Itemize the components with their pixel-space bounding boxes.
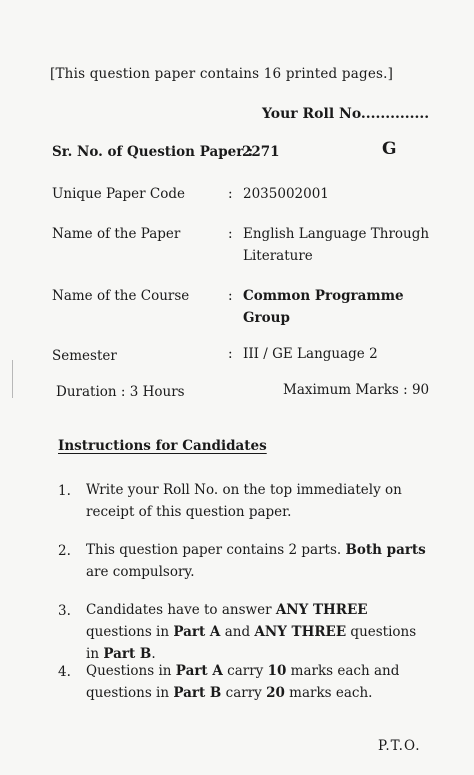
paper-name-label: Name of the Paper <box>52 226 181 242</box>
paper-code-colon: : <box>228 186 233 202</box>
instruction-2-text <box>86 539 426 583</box>
course-name-label: Name of the Course <box>52 288 190 304</box>
instruction-1-number: 1. <box>58 483 71 499</box>
maximum-marks: Maximum Marks : 90 <box>283 382 430 398</box>
semester-value: III / GE Language 2 <box>243 346 378 362</box>
paper-name-value: English Language Through Literature <box>243 226 430 264</box>
semester-colon: : <box>228 346 233 362</box>
instruction-4-text <box>86 660 426 704</box>
instruction-4-part: carry <box>221 685 267 701</box>
paper-code-label: Unique Paper Code <box>52 186 185 202</box>
instruction-3-part: and <box>220 624 255 640</box>
instruction-3-bold: Part A <box>173 624 221 640</box>
instruction-1-part: Write your Roll No. on the top immediately on receipt of this question paper. <box>86 482 402 520</box>
course-name-colon: : <box>228 288 233 304</box>
instruction-3-text <box>86 599 426 665</box>
roll-number-field: Your Roll No.............. <box>262 106 430 122</box>
instruction-4-part: Questions in <box>86 663 176 679</box>
course-name-value: Common Programme Group <box>243 288 404 326</box>
instruction-2-bold: Both parts <box>345 542 426 558</box>
instruction-2-part: are compulsory. <box>86 564 195 580</box>
paper-name-colon: : <box>228 226 233 242</box>
page-count-note: [This question paper contains 16 printed pages.] <box>50 66 394 82</box>
instruction-3-part: . <box>151 646 156 662</box>
instruction-3-part: questions in <box>86 624 174 640</box>
instruction-4-bold: Part B <box>173 685 222 701</box>
instruction-2-part: This question paper contains 2 parts. <box>86 542 346 558</box>
sr-no-label: Sr. No. of Question Paper : <box>52 144 254 160</box>
paper-code-value: 2035002001 <box>243 186 329 202</box>
margin-mark <box>12 360 13 398</box>
instruction-4-part: marks each and questions in <box>86 663 400 701</box>
instruction-4-bold: 10 <box>267 663 287 679</box>
sr-no-value: 2271 <box>242 144 280 160</box>
instruction-4-number: 4. <box>58 664 71 680</box>
semester-label: Semester <box>52 348 117 364</box>
instruction-4-bold: Part A <box>175 663 223 679</box>
instruction-3-part: questions in <box>86 624 417 662</box>
instruction-3-bold: ANY THREE <box>275 602 368 618</box>
set-letter: G <box>382 139 397 159</box>
instruction-4-part: marks each. <box>284 685 373 701</box>
please-turn-over: P.T.O. <box>378 738 421 754</box>
instruction-3-bold: Part B <box>103 646 152 662</box>
instruction-3-part: Candidates have to answer <box>86 602 276 618</box>
instruction-4-part: carry <box>222 663 268 679</box>
instruction-1-text <box>86 479 426 523</box>
instruction-3-number: 3. <box>58 603 71 619</box>
duration: Duration : 3 Hours <box>56 384 185 400</box>
instructions-heading: Instructions for Candidates <box>58 438 267 454</box>
instruction-3-bold: ANY THREE <box>254 624 347 640</box>
instruction-2-number: 2. <box>58 543 71 559</box>
instruction-4-bold: 20 <box>266 685 285 701</box>
